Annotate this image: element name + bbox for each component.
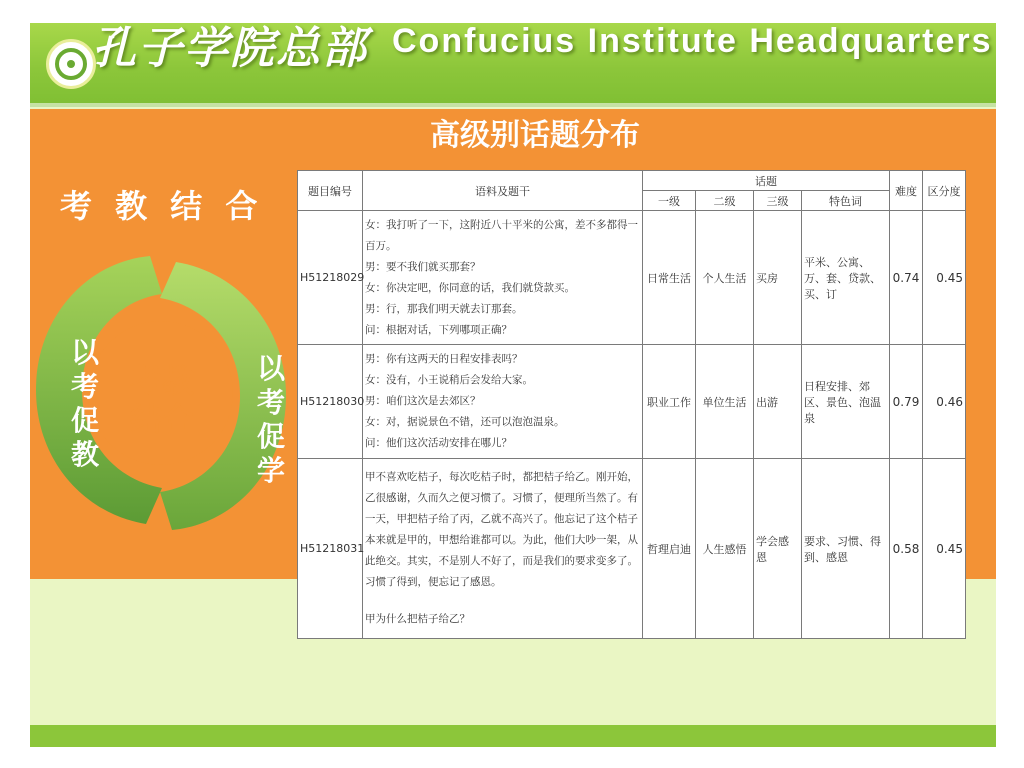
row-level3: 学会感恩 — [754, 459, 802, 639]
topic-table-container — [297, 170, 965, 639]
topic-distribution-table — [297, 170, 966, 639]
header-level3: 三级 — [754, 191, 802, 211]
row-level2: 人生感悟 — [696, 459, 754, 639]
left-cycle-label: 以 考 促 教 — [70, 336, 99, 471]
row-difficulty: 0.58 — [890, 459, 923, 639]
row-text: 甲不喜欢吃桔子，每次吃桔子时，都把桔子给乙。刚开始，乙很感谢，久而久之便习惯了。习惯了，便理所当然了。有一天，甲把桔子给了丙，乙就不高兴了。他忘记了这个桔子本来就是甲的，甲想给谁都可以。为此，他们大吵一架，从此绝交。其实，不是别人不好了，而是我们的要求变多了。习惯了得到，便忘记了感恩。 甲为什么把桔子给乙？ — [363, 459, 643, 639]
institute-chinese-name: 孔子学院总部 — [92, 23, 368, 74]
footer-strip — [30, 725, 996, 747]
right-cycle-label: 以 考 促 学 — [256, 352, 285, 487]
row-keywords: 日程安排、郊区、景色、泡温泉 — [802, 345, 890, 459]
left-panel-title: 考 教 结 合 — [60, 187, 264, 225]
row-text: 女：我打听了一下，这附近八十平米的公寓，差不多都得一百万。 男：要不我们就买那套？ 女：你决定吧，你同意的话，我们就贷款买。 男：行，那我们明天就去订那套。 问：根据对话，下列哪项正确？ — [363, 211, 643, 345]
table-row — [298, 211, 966, 345]
row-keywords: 平米、公寓、万、套、贷款、买、订 — [802, 211, 890, 345]
institute-english-name: Confucius Institute Headquarters — [392, 22, 993, 60]
header-level2: 二级 — [696, 191, 754, 211]
header-keywords: 特色词 — [802, 191, 890, 211]
header-id: 题目编号 — [298, 171, 363, 211]
row-id: H51218030 — [298, 345, 363, 459]
row-discrimination: 0.45 — [923, 211, 966, 345]
header-discrimination: 区分度 — [923, 171, 966, 211]
row-level3: 出游 — [754, 345, 802, 459]
row-level2: 单位生活 — [696, 345, 754, 459]
row-keywords: 要求、习惯、得到、感恩 — [802, 459, 890, 639]
row-level1: 哲理启迪 — [643, 459, 696, 639]
row-id: H51218029 — [298, 211, 363, 345]
row-discrimination: 0.46 — [923, 345, 966, 459]
row-discrimination: 0.45 — [923, 459, 966, 639]
table-row — [298, 459, 966, 639]
row-level2: 个人生活 — [696, 211, 754, 345]
header-topic: 话题 — [643, 171, 890, 191]
header-level1: 一级 — [643, 191, 696, 211]
row-level1: 职业工作 — [643, 345, 696, 459]
row-difficulty: 0.79 — [890, 345, 923, 459]
row-difficulty: 0.74 — [890, 211, 923, 345]
row-level1: 日常生活 — [643, 211, 696, 345]
page-title: 高级别话题分布 — [430, 118, 640, 153]
header-text: 语料及题干 — [363, 171, 643, 211]
header-difficulty: 难度 — [890, 171, 923, 211]
row-id: H51218031 — [298, 459, 363, 639]
row-text: 男：你有这两天的日程安排表吗？ 女：没有，小王说稍后会发给大家。 男：咱们这次是去郊区？ 女：对，据说景色不错，还可以泡泡温泉。 问：他们这次活动安排在哪儿？ — [363, 345, 643, 459]
cycle-center-label: 考教 结合 — [129, 362, 194, 438]
logo-icon — [46, 39, 96, 89]
table-row — [298, 345, 966, 459]
row-level3: 买房 — [754, 211, 802, 345]
